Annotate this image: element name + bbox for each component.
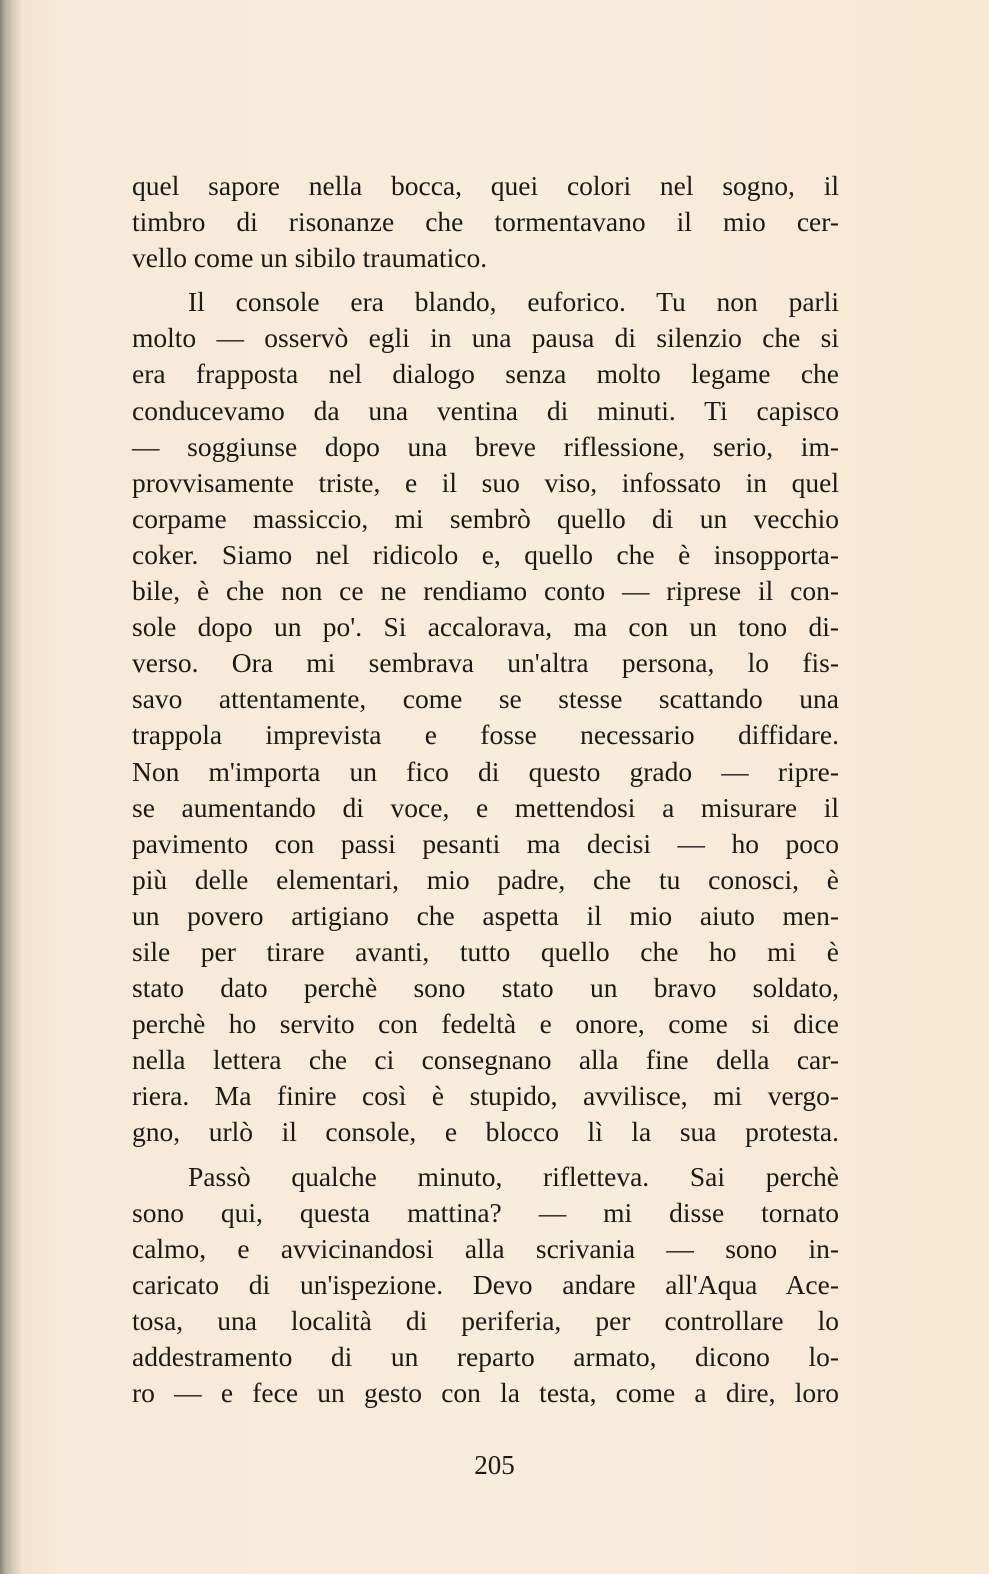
text-line: tosa, una località di periferia, per controllare lo <box>132 1304 839 1336</box>
text-line: molto — osservò egli in una pausa di silenzio che si <box>132 322 839 354</box>
text-line: stato dato perchè sono stato un bravo soldato, <box>132 972 839 1004</box>
text-line: savo attentamente, come se stesse scattando una <box>132 683 839 715</box>
text-line: ro — e fece un gesto con la testa, come a dire, loro <box>132 1377 839 1409</box>
text-line: — soggiunse dopo una breve riflessione, serio, im- <box>132 430 839 462</box>
text-line: un povero artigiano che aspetta il mio aiuto men- <box>132 899 839 931</box>
body-text <box>132 168 839 1411</box>
text-line: timbro di risonanze che tormentavano il mio cer- <box>132 206 839 238</box>
spine-shadow <box>0 0 22 1574</box>
text-line: Passò qualche minuto, rifletteva. Sai perchè <box>188 1160 839 1192</box>
text-line: quel sapore nella bocca, quei colori nel sogno, il <box>132 170 839 201</box>
text-line: addestramento di un reparto armato, dicono lo- <box>132 1341 839 1372</box>
text-line: gno, urlò il console, e blocco lì la sua protesta. <box>132 1116 839 1148</box>
text-line: pavimento con passi pesanti ma decisi — ho poco <box>132 827 839 859</box>
text-line: vello come un sibilo traumatico. <box>132 242 488 274</box>
text-line: conducevamo da una ventina di minuti. Ti capisco <box>132 394 839 426</box>
text-line: se aumentando di voce, e mettendosi a misurare il <box>132 791 839 823</box>
text-line: Non m'importa un fico di questo grado — ripre- <box>132 755 839 787</box>
text-line: calmo, e avvicinandosi alla scrivania — sono in- <box>132 1232 839 1264</box>
text-line: Il console era blando, euforico. Tu non parli <box>188 286 839 318</box>
text-line: sole dopo un po'. Si accalorava, ma con un tono di- <box>132 611 839 643</box>
page-number: 205 <box>474 1450 515 1480</box>
text-line: più delle elementari, mio padre, che tu conosci, è <box>132 863 839 895</box>
text-line: nella lettera che ci consegnano alla fine della car- <box>132 1044 839 1076</box>
text-line: corpame massiccio, mi sembrò quello di un vecchio <box>132 502 839 534</box>
text-line: era frapposta nel dialogo senza molto legame che <box>132 358 839 390</box>
text-line: provvisamente triste, e il suo viso, infossato in quel <box>132 466 839 498</box>
text-line: perchè ho servito con fedeltà e onore, come si dice <box>132 1008 839 1040</box>
text-line: riera. Ma finire così è stupido, avvilisce, mi vergo- <box>132 1080 839 1112</box>
text-line: sile per tirare avanti, tutto quello che ho mi è <box>132 935 839 967</box>
text-line: caricato di un'ispezione. Devo andare all'Aqua Ace- <box>132 1268 839 1300</box>
text-line: verso. Ora mi sembrava un'altra persona, lo fis- <box>132 647 839 679</box>
text-line: trappola imprevista e fosse necessario diffidare. <box>132 719 839 751</box>
paragraph-gap <box>132 1151 839 1159</box>
text-line: sono qui, questa mattina? — mi disse tornato <box>132 1196 839 1228</box>
paragraph-gap <box>132 276 839 284</box>
text-line: bile, è che non ce ne rendiamo conto — riprese il con- <box>132 575 839 607</box>
text-line: coker. Siamo nel ridicolo e, quello che è insopporta- <box>132 538 839 570</box>
